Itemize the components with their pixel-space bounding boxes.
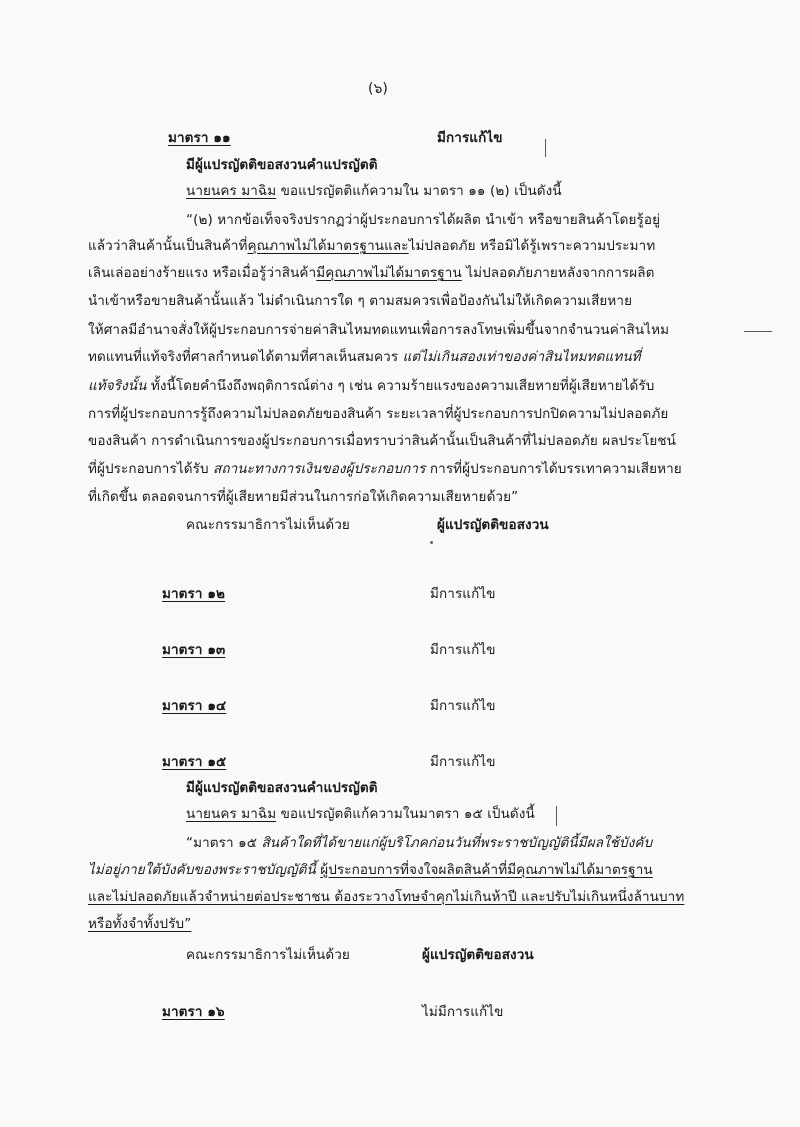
scan-mark	[545, 139, 546, 157]
section-11-status: มีการแก้ไข	[437, 130, 503, 146]
section-15-status: มีการแก้ไข	[430, 754, 496, 770]
section-15-title: มาตรา ๑๕	[162, 754, 227, 770]
amendment-11-line-2	[88, 237, 655, 255]
amendment-15-line-1	[186, 834, 652, 852]
amendment-11-line-10	[88, 460, 682, 478]
section-11-reservation-heading: มีผู้แปรญัตติขอสงวนคำแปรญัตติ	[186, 157, 378, 173]
amendment-11-line-5: ให้ศาลมีอำนาจสั่งให้ผู้ประกอบการจ่ายค่าสินไหมทดแทนเพื่อการลงโทษเพิ่มขึ้นจากจำนวนค่าสินไหม	[88, 322, 670, 338]
text-segment: ไม่ปลอดภัยภายหลังจากการผลิต	[461, 265, 655, 281]
text-segment: เลินเล่ออย่างร้ายแรง หรือเมื่อรู้ว่าสินค้า	[88, 265, 317, 281]
mover-name: นายนคร มาฉิม	[186, 183, 277, 199]
section-14-status: มีการแก้ไข	[430, 698, 496, 714]
section-13-status: มีการแก้ไข	[430, 642, 496, 658]
text-segment: “มาตรา ๑๕	[186, 835, 262, 851]
section-15-reservation-heading: มีผู้แปรญัตติขอสงวนคำแปรญัตติ	[186, 780, 378, 796]
mover-text: ขอแปรญัตติแก้ความในมาตรา ๑๕ เป็นดังนี้	[276, 806, 535, 822]
amendment-11-line-3	[88, 264, 654, 282]
section-15-mover-line	[186, 805, 535, 823]
amendment-11-line-6	[88, 348, 641, 366]
section-15-committee: คณะกรรมาธิการไม่เห็นด้วย	[186, 947, 350, 963]
amendment-15-line-3: และไม่ปลอดภัยแล้วจำหน่ายต่อประชาชน ต้องระวางโทษจำคุกไม่เกินห้าปี และปรับไม่เกินหนึ่งล้านบาท	[88, 889, 685, 905]
text-segment: การที่ผู้ประกอบการได้บรรเทาความเสียหาย	[425, 461, 682, 477]
struck-segment: สินค้าใดที่ได้ขายแก่ผู้บริโภคก่อนวันที่พระราชบัญญัตินี้มีผลใช้บังคับ	[261, 835, 653, 851]
section-14-title: มาตรา ๑๔	[162, 698, 227, 714]
scan-mark	[744, 331, 772, 332]
page-number: (๖)	[368, 81, 388, 97]
section-15-reserver: ผู้แปรญัตติขอสงวน	[422, 947, 534, 963]
amendment-15-line-2	[88, 861, 653, 879]
section-12-status: มีการแก้ไข	[430, 586, 496, 602]
mover-text: ขอแปรญัตติแก้ความใน มาตรา ๑๑ (๒) เป็นดังนี้	[276, 183, 562, 199]
scan-speck	[430, 541, 433, 544]
amendment-11-line-4: นำเข้าหรือขายสินค้านั้นแล้ว ไม่ดำเนินการใด ๆ ตามสมควรเพื่อป้องกันไม่ให้เกิดความเสียหาย	[88, 293, 633, 309]
amendment-15-line-4: หรือทั้งจำทั้งปรับ”	[88, 916, 192, 932]
section-13-title: มาตรา ๑๓	[162, 642, 226, 658]
text-segment: ที่ผู้ประกอบการได้รับ	[88, 461, 214, 477]
section-11-reserver: ผู้แปรญัตติขอสงวน	[437, 517, 549, 533]
text-segment: ทั้งนี้โดยคำนึงถึงพฤติการณ์ต่าง ๆ เช่น ความร้ายแรงของความเสียหายที่ผู้เสียหายได้รับ	[146, 378, 655, 394]
text-segment: ทดแทนที่แท้จริงที่ศาลกำหนดได้ตามที่ศาลเห็นสมควร	[88, 349, 403, 365]
text-segment: แล้วว่าสินค้านั้นเป็นสินค้าที่	[88, 238, 248, 254]
struck-segment: แต่ไม่เกินสองเท่าของค่าสินไหมทดแทนที่	[402, 349, 641, 365]
text-segment: ไม่ปลอดภัย หรือมิได้รู้เพราะความประมาท	[408, 238, 656, 254]
underlined-segment: มีคุณภาพไม่ได้มาตรฐาน	[316, 265, 462, 281]
amendment-11-line-9: ของสินค้า การดำเนินการของผู้ประกอบการเมื่อทราบว่าสินค้านั้นเป็นสินค้าที่ไม่ปลอดภัย ผลประโยชน์	[88, 433, 677, 449]
amendment-11-line-8: การที่ผู้ประกอบการรู้ถึงความไม่ปลอดภัยของสินค้า ระยะเวลาที่ผู้ประกอบการปกปิดความไม่ปลอดภัย	[88, 406, 669, 422]
section-11-mover-line	[186, 182, 562, 200]
struck-segment: ไม่อยู่ภายใต้บังคับของพระราชบัญญัตินี้	[88, 862, 316, 878]
amendment-11-line-1: “(๒) หากข้อเท็จจริงปรากฏว่าผู้ประกอบการได้ผลิต นำเข้า หรือขายสินค้าโดยรู้อยู่	[186, 212, 661, 228]
struck-segment: แท้จริงนั้น	[88, 378, 147, 394]
section-12-title: มาตรา ๑๒	[162, 586, 226, 602]
underlined-segment: คุณภาพไม่ได้มาตรฐานและ	[247, 238, 409, 254]
section-11-title: มาตรา ๑๑	[168, 130, 231, 146]
scan-mark	[556, 806, 557, 826]
amendment-11-line-11: ที่เกิดขึ้น ตลอดจนการที่ผู้เสียหายมีส่วนในการก่อให้เกิดความเสียหายด้วย”	[88, 489, 519, 505]
struck-segment: สถานะทางการเงินของผู้ประกอบการ	[213, 461, 426, 477]
section-16-status: ไม่มีการแก้ไข	[422, 1004, 504, 1020]
section-16-title: มาตรา ๑๖	[162, 1004, 225, 1020]
section-11-committee: คณะกรรมาธิการไม่เห็นด้วย	[186, 517, 350, 533]
mover-name: นายนคร มาฉิม	[186, 806, 277, 822]
amendment-11-line-7	[88, 377, 654, 395]
underlined-segment: ผู้ประกอบการที่จงใจผลิตสินค้าที่มีคุณภาพไม่ได้มาตรฐาน	[320, 862, 653, 878]
